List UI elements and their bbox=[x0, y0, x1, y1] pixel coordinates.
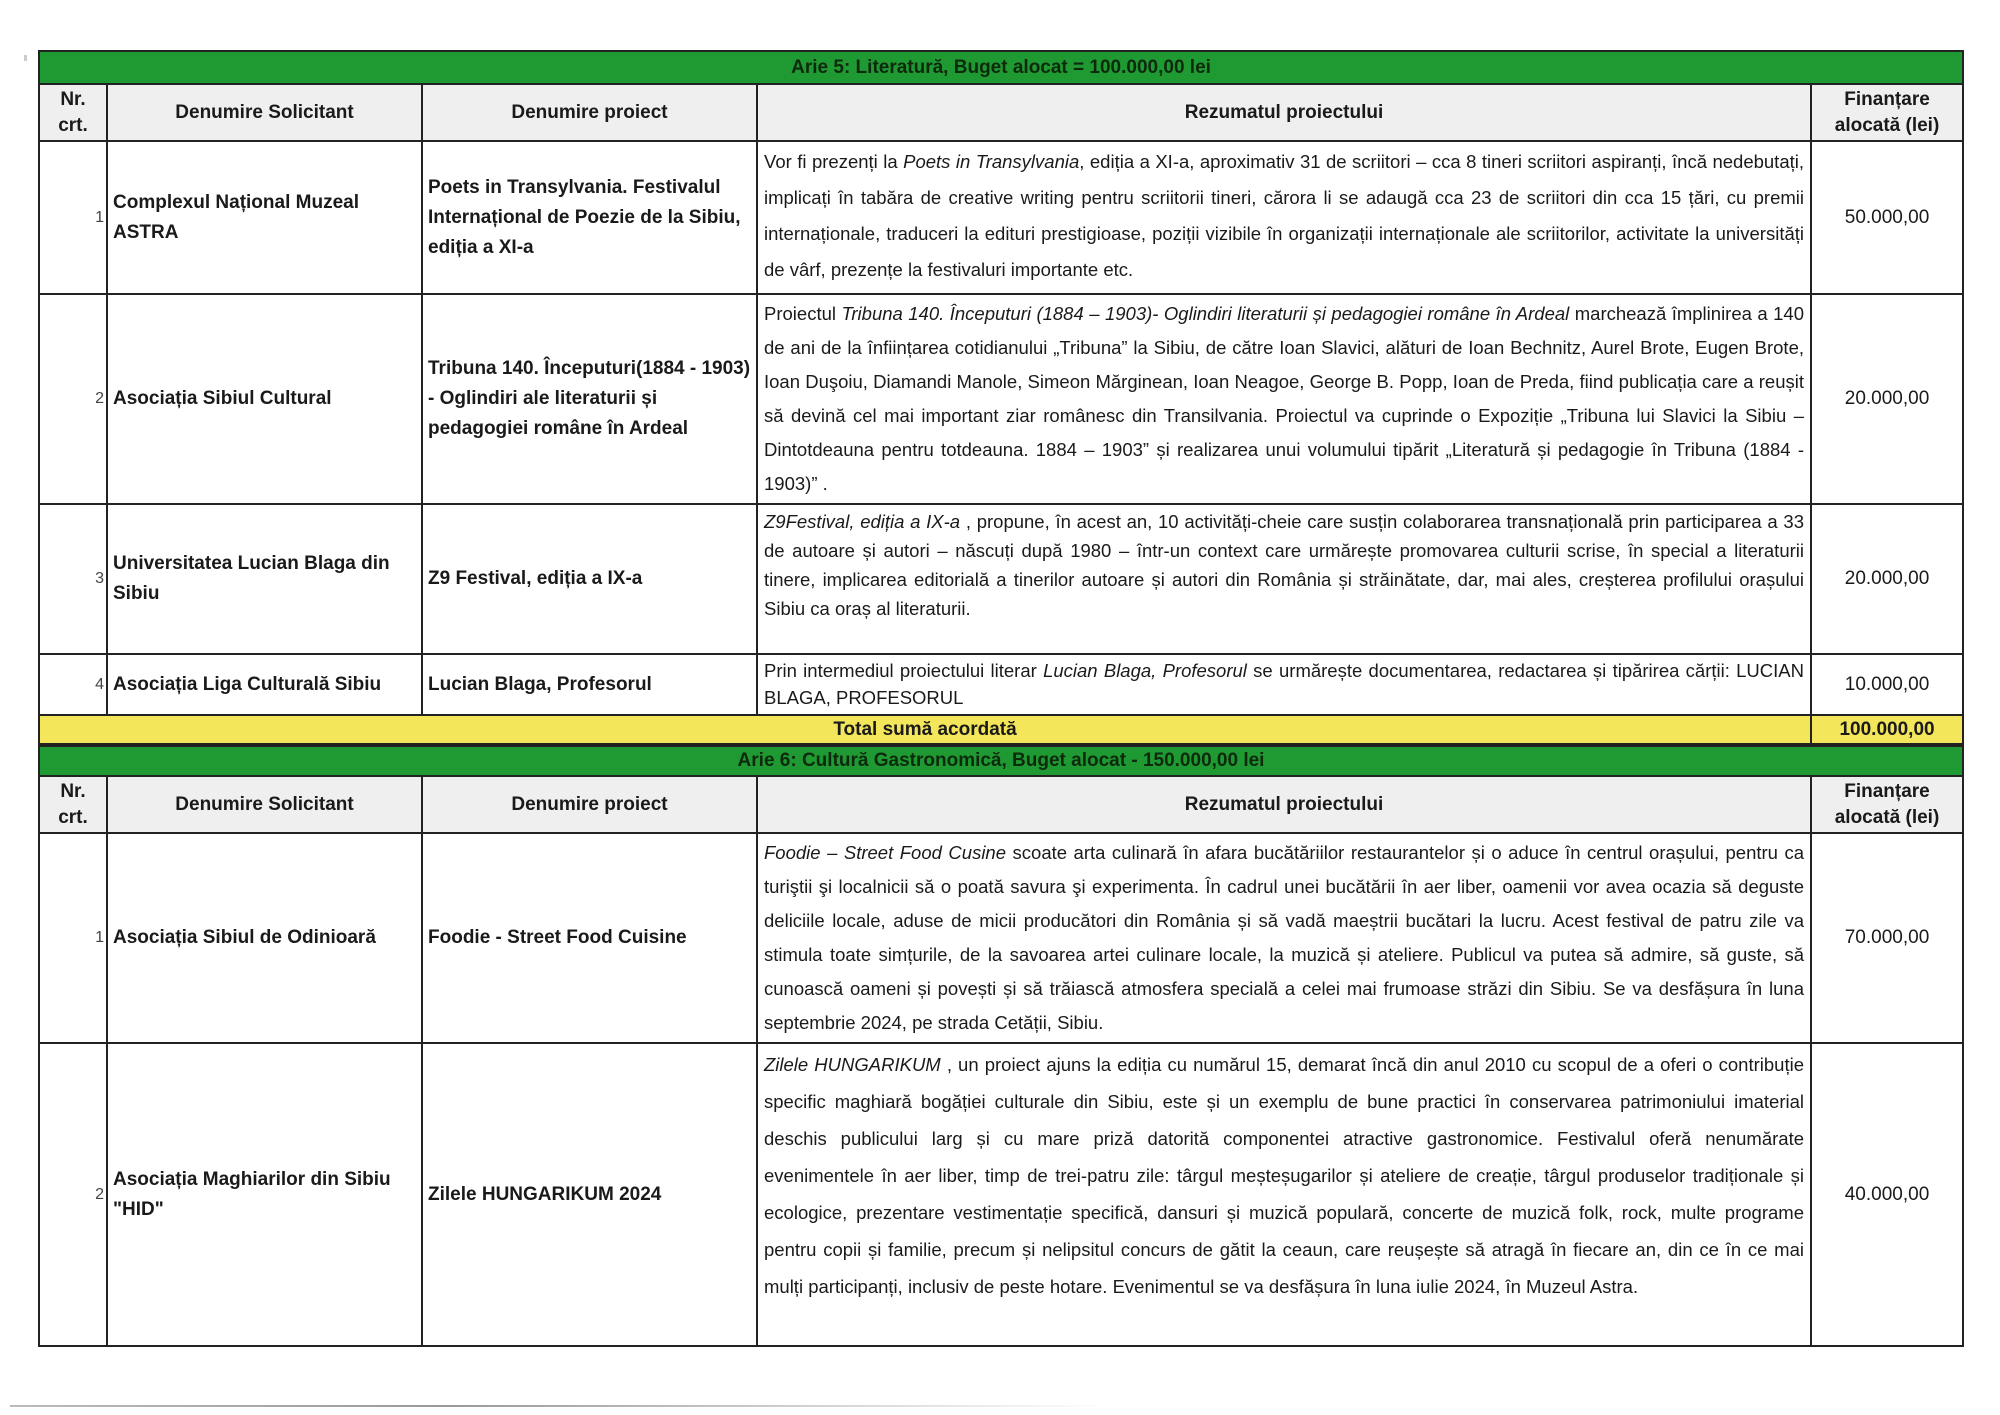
scan-artifact-line bbox=[10, 1405, 1110, 1407]
row-nr: 1 bbox=[39, 141, 107, 294]
rezumat-text: scoate arta culinară în afara bucătăriilor restaurantelor și o aduce în centrul orașului, pentru ca turiştii şi localnicii să o poată savura şi experimenta. În cadrul unei bucătării în aer liber, oamenii vor avea ocazia să deguste deliciile locale, aduse de micii producători din România și să vadă maeștrii bucătari la lucru. Acest festival de patru zile va stimula toate simțurile, de la savoarea artei culinare locale, la muzică și ateliere. Publicul va putea să admire, să guste, să cunoască oameni și povești și să trăiască atmosfera specială a celei mai frumoase străzi din Sibiu. Se va desfășura în luna septembrie 2024, pe strada Cetății, Sibiu. bbox=[764, 842, 1804, 1033]
row-nr: 4 bbox=[39, 654, 107, 715]
row-proiect: Lucian Blaga, Profesorul bbox=[422, 654, 757, 715]
header-finantare: Finanțare alocată (lei) bbox=[1811, 84, 1963, 141]
header-rezumat: Rezumatul proiectului bbox=[757, 84, 1811, 141]
area-6-title: Arie 6: Cultură Gastronomică, Buget alocat - 150.000,00 lei bbox=[39, 746, 1963, 776]
area-5-table bbox=[38, 50, 1964, 745]
rezumat-text: marchează împlinirea a 140 de ani de la înființarea cotidianului „Tribuna” la Sibiu, de către Ioan Slavici, alături de Ioan Bechnitz, Aurel Brote, Eugen Brote, Ioan Duşoiu, Diamandi Manole, Simeon Mărginean, Ioan Neagoe, George B. Popp, Ioan de Preda, fiind publicația care a reușit să devină cel mai important ziar românesc din Transilvania. Proiectul va cuprinde o Expoziție „Tribuna lui Slavici la Sibiu – Dintotdeauna pentru totdeauna. 1884 – 1903” și realizarea unui volumului tipărit „Literatură și pedagogie în Tribuna (1884 - 1903)” . bbox=[764, 303, 1804, 494]
row-nr: 2 bbox=[39, 294, 107, 504]
row-solicitant: Asociația Sibiul de Odinioară bbox=[107, 833, 422, 1043]
total-row bbox=[39, 715, 1963, 744]
total-label: Total sumă acordată bbox=[39, 715, 1811, 744]
row-finantare: 40.000,00 bbox=[1811, 1043, 1963, 1346]
row-nr: 3 bbox=[39, 504, 107, 654]
table-row bbox=[39, 504, 1963, 654]
row-rezumat bbox=[757, 1043, 1811, 1346]
row-nr: 1 bbox=[39, 833, 107, 1043]
row-solicitant: Universitatea Lucian Blaga din Sibiu bbox=[107, 504, 422, 654]
row-proiect: Foodie - Street Food Cuisine bbox=[422, 833, 757, 1043]
row-proiect: Poets in Transylvania. Festivalul Internațional de Poezie de la Sibiu, ediția a XI-a bbox=[422, 141, 757, 294]
rezumat-italic-title: Zilele HUNGARIKUM bbox=[764, 1054, 941, 1075]
rezumat-italic-title: Poets in Transylvania bbox=[903, 151, 1080, 172]
area-5-header-row bbox=[39, 84, 1963, 141]
row-rezumat bbox=[757, 294, 1811, 504]
rezumat-text: , propune, în acest an, 10 activități-cheie care susțin colaborarea transnațională prin participarea a 33 de autoare și autori – născuți după 1980 – într-un context care urmărește promovarea culturii scrise, în special a literaturii tinere, implicarea editorială a tinerilor autoare și autori din România și străinătate, dar, mai ales, creșterea profilului orașului Sibiu ca oraș al literaturii. bbox=[764, 511, 1804, 619]
row-finantare: 70.000,00 bbox=[1811, 833, 1963, 1043]
table-row bbox=[39, 141, 1963, 294]
rezumat-italic-title: Foodie – Street Food Cusine bbox=[764, 842, 1007, 863]
rezumat-text: Vor fi prezenți la bbox=[764, 151, 904, 172]
row-solicitant: Complexul Național Muzeal ASTRA bbox=[107, 141, 422, 294]
area-6-table bbox=[38, 745, 1964, 1347]
row-rezumat bbox=[757, 141, 1811, 294]
row-solicitant: Asociația Liga Culturală Sibiu bbox=[107, 654, 422, 715]
row-finantare: 20.000,00 bbox=[1811, 504, 1963, 654]
row-rezumat bbox=[757, 833, 1811, 1043]
header-proiect: Denumire proiect bbox=[422, 84, 757, 141]
rezumat-italic-title: Z9Festival, ediția a IX-a bbox=[764, 511, 961, 532]
header-finantare: Finanțare alocată (lei) bbox=[1811, 776, 1963, 833]
rezumat-italic-title: Tribuna 140. Începuturi (1884 – 1903)- Oglindiri literaturii și pedagogiei române în Ardeal bbox=[841, 303, 1570, 324]
row-rezumat bbox=[757, 654, 1811, 715]
header-nr: Nr. crt. bbox=[39, 84, 107, 141]
rezumat-text: se urmărește documentarea, redactarea și tipărirea cărții: LUCIAN BLAGA, PROFESORUL bbox=[764, 660, 1804, 708]
row-rezumat bbox=[757, 504, 1811, 654]
rezumat-text: Prin intermediul proiectului literar bbox=[764, 660, 1044, 681]
area-5-title-row bbox=[39, 51, 1963, 84]
area-6-title-row bbox=[39, 746, 1963, 776]
row-solicitant: Asociația Sibiul Cultural bbox=[107, 294, 422, 504]
row-solicitant: Asociația Maghiarilor din Sibiu "HID" bbox=[107, 1043, 422, 1346]
total-value: 100.000,00 bbox=[1811, 715, 1963, 744]
table-row bbox=[39, 833, 1963, 1043]
table-row bbox=[39, 654, 1963, 715]
table-row bbox=[39, 294, 1963, 504]
rezumat-text: Proiectul bbox=[764, 303, 842, 324]
rezumat-italic-title: Lucian Blaga, Profesorul bbox=[1043, 660, 1247, 681]
row-proiect: Z9 Festival, ediția a IX-a bbox=[422, 504, 757, 654]
header-proiect: Denumire proiect bbox=[422, 776, 757, 833]
rezumat-text: , ediția a XI-a, aproximativ 31 de scriitori – cca 8 tineri scriitori aspiranți, încă nedebutați, implicați în tabăra de creative writing pentru scriitorii tineri, cărora li se adaugă cca 23 de scriitori din cca 15 țări, cu premii internaționale, traduceri la edituri prestigioase, poziții vizibile în organizații internaționale ale scriitorilor, activitate la universități de vârf, prezențe la festivaluri importante etc. bbox=[764, 151, 1805, 280]
header-solicitant: Denumire Solicitant bbox=[107, 84, 422, 141]
scan-speck bbox=[24, 55, 27, 61]
header-nr: Nr. crt. bbox=[39, 776, 107, 833]
area-5-title: Arie 5: Literatură, Buget alocat = 100.000,00 lei bbox=[39, 51, 1963, 84]
rezumat-text: , un proiect ajuns la ediția cu numărul 15, demarat încă din anul 2010 cu scopul de a oferi o contribuție specific maghiară bogăției culturale din Sibiu, este și un exemplu de bune practici în conservarea patrimoniului imaterial deschis publicului larg și cu mare priză datorită componentei atractive gastronomice. Festivalul oferă nenumărate evenimentele în aer liber, timp de trei-patru zile: târgul meșteșugarilor și ateliere de creație, târgul produselor tradiționale și ecologice, prezentare vestimentație specifică, dansuri și muzică populară, concerte de muzică folk, rock, multe programe pentru copii și familie, precum și nelipsitul concurs de gătit la ceaun, care reușește să atragă în fiecare an, din ce în ce mai mulți participanți, inclusiv de peste hotare. Evenimentul se va desfășura în luna iulie 2024, în Muzeul Astra. bbox=[764, 1054, 1804, 1297]
header-rezumat: Rezumatul proiectului bbox=[757, 776, 1811, 833]
row-finantare: 50.000,00 bbox=[1811, 141, 1963, 294]
row-proiect: Tribuna 140. Începuturi(1884 - 1903) - Oglindiri ale literaturii și pedagogiei române în Ardeal bbox=[422, 294, 757, 504]
row-proiect: Zilele HUNGARIKUM 2024 bbox=[422, 1043, 757, 1346]
row-finantare: 10.000,00 bbox=[1811, 654, 1963, 715]
header-solicitant: Denumire Solicitant bbox=[107, 776, 422, 833]
row-finantare: 20.000,00 bbox=[1811, 294, 1963, 504]
row-nr: 2 bbox=[39, 1043, 107, 1346]
table-row bbox=[39, 1043, 1963, 1346]
area-6-header-row bbox=[39, 776, 1963, 833]
